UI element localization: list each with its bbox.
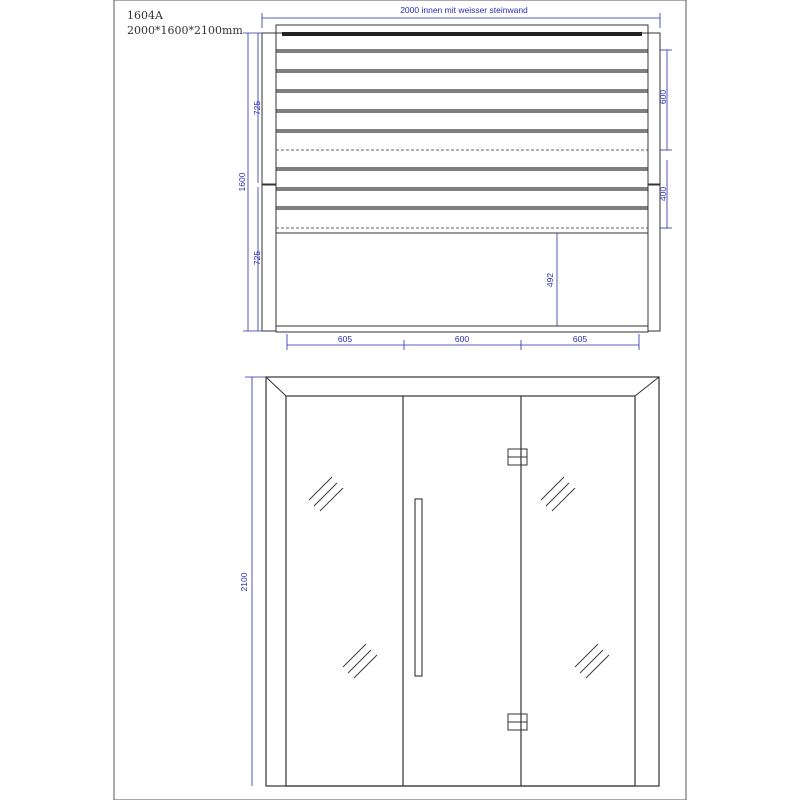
plan-right-lower-label: 400	[658, 186, 668, 202]
door-hinge-lower	[508, 714, 527, 730]
plan-left-upper-label: 725	[252, 100, 262, 116]
door-hinge-upper	[508, 449, 527, 465]
sheet-border	[114, 0, 686, 800]
plan-view	[237, 5, 672, 350]
glass-reflection-marks	[309, 477, 609, 678]
plan-front-glass	[276, 326, 648, 332]
plan-depth-label: 1600	[237, 172, 247, 192]
plan-width-label: 2000 innen mit weisser steinwand	[400, 5, 528, 15]
front-outer-frame	[266, 377, 659, 786]
plan-right-wall-lower	[648, 185, 660, 331]
model-size: 2000*1600*2100mm	[127, 24, 243, 37]
model-code: 1604A	[127, 9, 163, 22]
plan-left-wall-lower	[262, 185, 276, 331]
plan-bottom-middle-label: 600	[454, 334, 470, 344]
plan-bottom-right-label: 605	[572, 334, 588, 344]
plan-left-wall-upper	[262, 33, 276, 184]
plan-bottom-left-label: 605	[337, 334, 353, 344]
plan-heater-bar	[282, 32, 642, 36]
plan-right-wall-upper	[648, 33, 660, 184]
plan-inner-height-label: 492	[545, 272, 555, 288]
plan-left-lower-label: 725	[252, 250, 262, 266]
door-handle	[415, 499, 422, 676]
front-height-label: 2100	[239, 572, 249, 592]
plan-bench-slats	[276, 50, 648, 209]
front-inner-frame	[286, 396, 635, 786]
plan-right-upper-label: 600	[658, 89, 668, 105]
plan-back-wall	[276, 25, 648, 33]
front-view	[239, 377, 659, 786]
